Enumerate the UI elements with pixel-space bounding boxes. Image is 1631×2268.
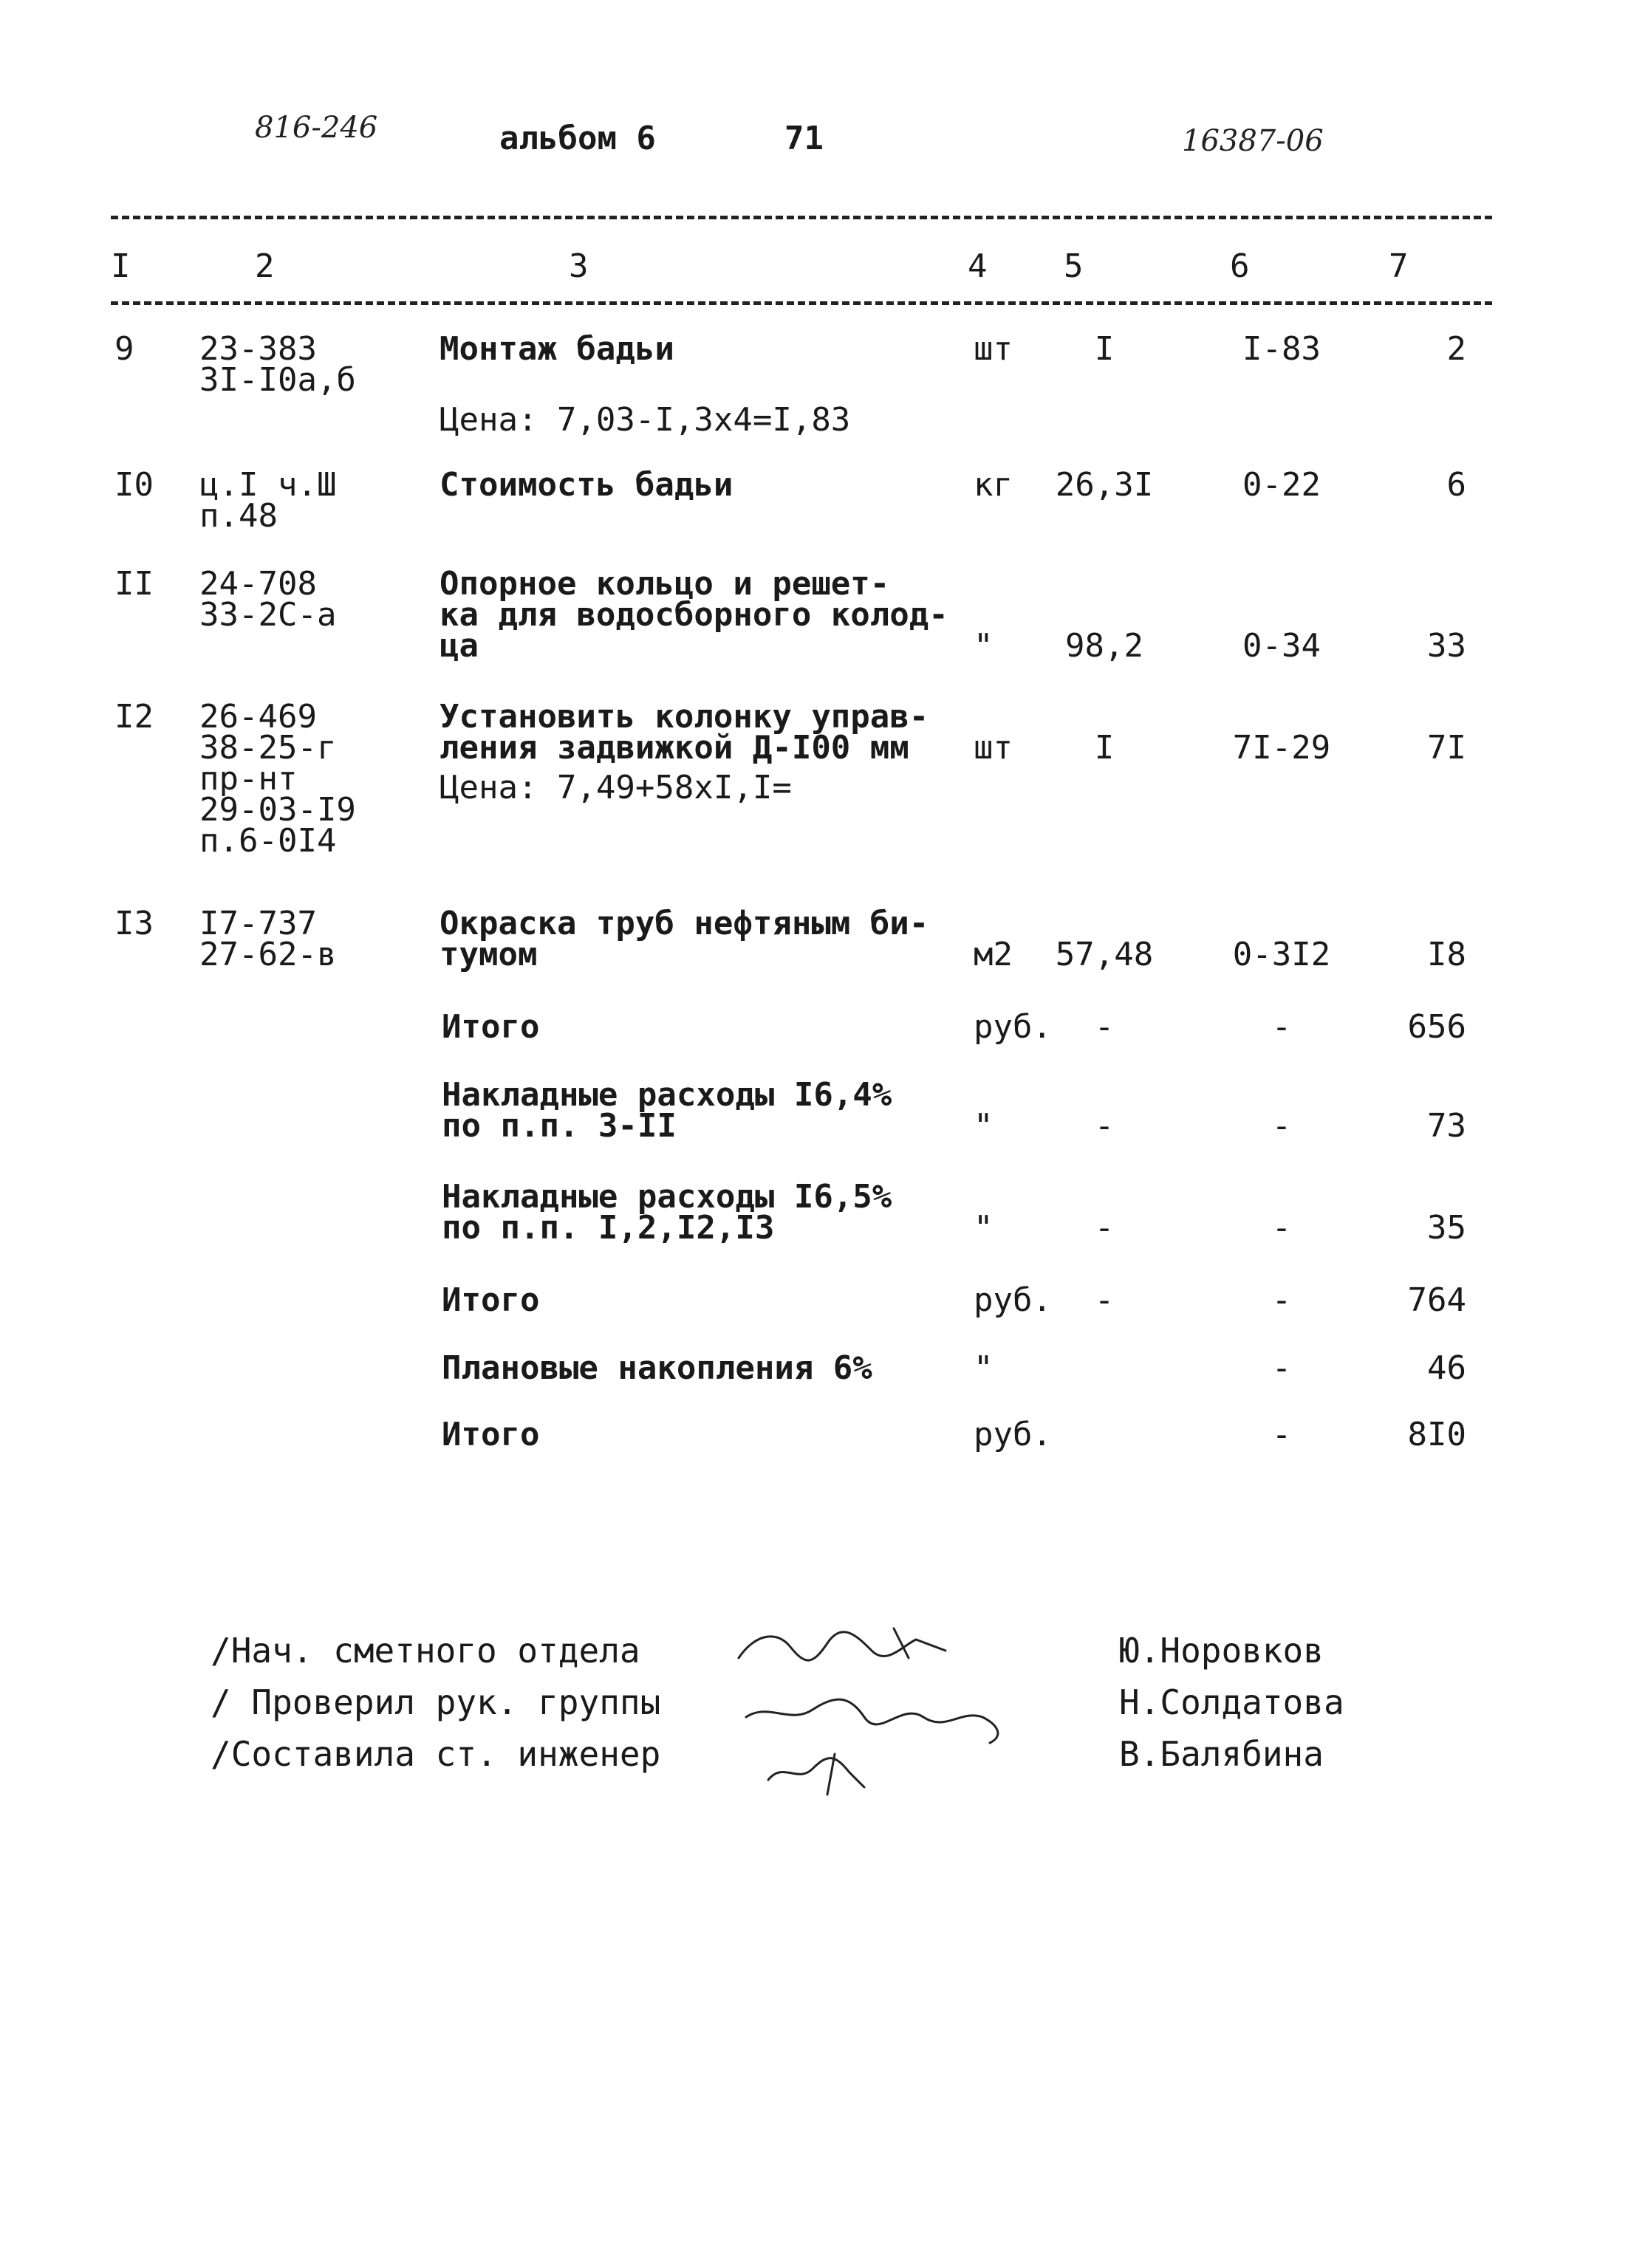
price-note: Цена: 7,03-I,3х4=I,83: [440, 401, 851, 439]
work-description: Окраска труб нефтяным би-: [440, 905, 929, 942]
total-cost: 35: [1427, 1209, 1466, 1247]
work-description: Установить колонку управ-: [440, 698, 929, 736]
quantity: 26,3I: [1055, 466, 1154, 504]
unit: ": [974, 1107, 994, 1145]
header-divider-bottom: [111, 301, 1492, 305]
summary-label: Накладные расходы I6,5%: [442, 1178, 892, 1216]
unit: шт: [974, 330, 1013, 368]
norm-code: п.6-0I4: [199, 822, 337, 860]
norm-code: 33-2С-а: [199, 596, 337, 634]
signature-3-icon: [768, 1754, 864, 1795]
unit: ": [974, 1349, 994, 1387]
total-cost: 7I: [1427, 729, 1466, 767]
norm-code: 3I-I0а,б: [199, 361, 356, 399]
work-description: ка для водосборного колод-: [440, 596, 948, 634]
summary-label: Накладные расходы I6,4%: [442, 1076, 892, 1114]
summary-label: по п.п. 3-II: [442, 1107, 677, 1145]
work-description: ца: [440, 627, 479, 665]
quantity: -: [1094, 1008, 1115, 1046]
total-cost: 2: [1446, 330, 1466, 368]
total-cost: I8: [1427, 936, 1466, 973]
total-cost: 8I0: [1407, 1416, 1466, 1453]
unit-price: -: [1271, 1008, 1292, 1046]
column-header-2: 2: [255, 247, 275, 285]
total-cost: 73: [1427, 1107, 1466, 1145]
unit-price: 0-22: [1242, 466, 1321, 504]
album-label: альбом 6: [499, 120, 656, 157]
work-description: Опорное кольцо и решет-: [440, 565, 890, 603]
quantity: -: [1094, 1209, 1115, 1247]
row-number: II: [114, 565, 154, 603]
row-number: 9: [114, 330, 134, 368]
work-description: Стоимость бадьи: [440, 466, 734, 504]
signature-2-icon: [746, 1699, 998, 1743]
unit: руб.: [974, 1008, 1052, 1046]
unit-price: 0-34: [1242, 627, 1321, 665]
signer-name: Н.Солдатова: [1119, 1682, 1344, 1722]
summary-label: Плановые накопления 6%: [442, 1349, 872, 1387]
column-header-6: 6: [1230, 247, 1250, 285]
unit: шт: [974, 729, 1013, 767]
quantity: -: [1094, 1107, 1115, 1145]
work-description: ления задвижкой Д-I00 мм: [440, 729, 909, 767]
column-header-1: I: [111, 247, 131, 285]
norm-code: I7-737: [199, 905, 317, 942]
summary-label: Итого: [442, 1281, 540, 1319]
unit-price: -: [1271, 1416, 1292, 1453]
signer-name: Ю.Норовков: [1119, 1631, 1324, 1671]
quantity: -: [1094, 1281, 1115, 1319]
column-header-3: 3: [569, 247, 589, 285]
unit-price: -: [1271, 1281, 1292, 1319]
norm-code: 27-62-в: [199, 936, 337, 973]
summary-label: по п.п. I,2,I2,I3: [442, 1209, 775, 1247]
total-cost: 764: [1407, 1281, 1466, 1319]
quantity: 98,2: [1065, 627, 1143, 665]
quantity: I: [1094, 729, 1115, 767]
work-description: Монтаж бадьи: [440, 330, 674, 368]
unit: руб.: [974, 1281, 1052, 1319]
summary-label: Итого: [442, 1416, 540, 1453]
norm-code: 29-03-I9: [199, 791, 356, 829]
column-header-5: 5: [1064, 247, 1084, 285]
norm-code: ц.I ч.Ш: [199, 466, 337, 504]
unit-price: -: [1271, 1107, 1292, 1145]
signature-1-icon: [739, 1628, 946, 1660]
quantity: I: [1094, 330, 1115, 368]
header-divider-top: [111, 216, 1492, 219]
signature-scribbles: [724, 1606, 1049, 1798]
column-header-7: 7: [1389, 247, 1409, 285]
page-number: 71: [784, 120, 824, 157]
summary-label: Итого: [442, 1008, 540, 1046]
norm-code: 24-708: [199, 565, 317, 603]
work-description: тумом: [440, 936, 538, 973]
total-cost: 656: [1407, 1008, 1466, 1046]
unit: кг: [974, 466, 1013, 504]
handwritten-code-left: 816-246: [255, 111, 378, 145]
total-cost: 6: [1446, 466, 1466, 504]
row-number: I2: [114, 698, 154, 736]
column-header-4: 4: [968, 247, 988, 285]
unit: м2: [974, 936, 1013, 973]
signer-role: / Проверил рук. группы: [211, 1682, 661, 1722]
total-cost: 46: [1427, 1349, 1466, 1387]
unit-price: 0-3I2: [1232, 936, 1331, 973]
unit-price: -: [1271, 1209, 1292, 1247]
norm-code: п.48: [199, 497, 278, 535]
handwritten-code-right: 16387-06: [1182, 124, 1324, 158]
norm-code: 26-469: [199, 698, 317, 736]
norm-code: 23-383: [199, 330, 317, 368]
quantity: 57,48: [1055, 936, 1154, 973]
unit: ": [974, 627, 994, 665]
signer-role: /Нач. сметного отдела: [211, 1631, 640, 1671]
unit-price: 7I-29: [1232, 729, 1331, 767]
row-number: I0: [114, 466, 154, 504]
signer-role: /Составила ст. инженер: [211, 1734, 661, 1774]
norm-code: 38-25-г: [199, 729, 337, 767]
total-cost: 33: [1427, 627, 1466, 665]
unit: ": [974, 1209, 994, 1247]
price-note: Цена: 7,49+58хI,I=: [440, 769, 792, 806]
unit: руб.: [974, 1416, 1052, 1453]
unit-price: I-83: [1242, 330, 1321, 368]
norm-code: пр-нт: [199, 760, 298, 798]
signer-name: В.Балябина: [1119, 1734, 1324, 1774]
row-number: I3: [114, 905, 154, 942]
unit-price: -: [1271, 1349, 1292, 1387]
